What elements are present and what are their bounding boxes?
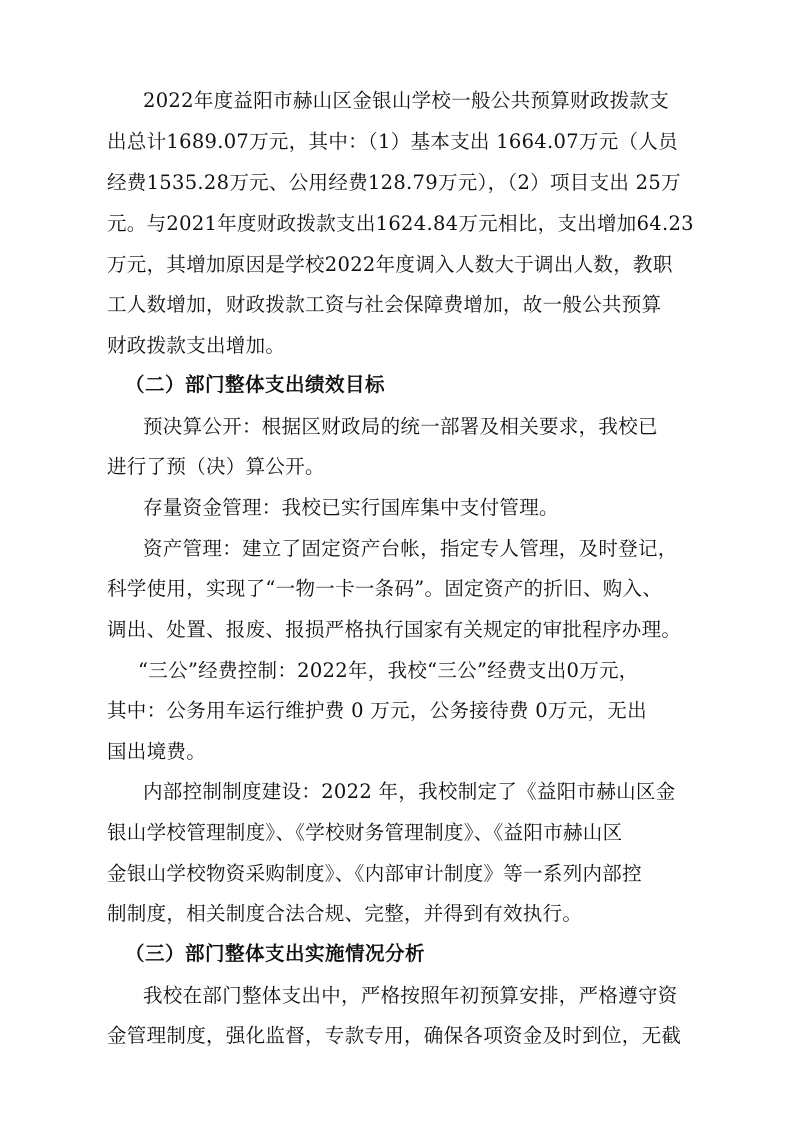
para5-line-2: 其中：公务用车运行维护费 0 万元，公务接待费 0万元，无出 <box>107 699 647 722</box>
para5-line-1: “三公”经费控制：2022年，我校“三公”经费支出0万元， <box>138 659 639 682</box>
para4-line-2: 科学使用，实现了“一物一卡一条码”。固定资产的折旧、购入、 <box>107 577 663 600</box>
para7-line-1: 我校在部门整体支出中，严格按照年初预算安排，严格遵守资 <box>143 984 678 1007</box>
section-heading-2: （二）部门整体支出绩效目标 <box>125 373 386 396</box>
para1-line-2: 出总计1689.07万元，其中：（1）基本支出 1664.07万元（人员 <box>107 130 678 153</box>
para4-line-3: 调出、处置、报废、报损严格执行国家有关规定的审批程序办理。 <box>107 618 682 641</box>
para2-line-1: 预决算公开：根据区财政局的统一部署及相关要求，我校已 <box>143 415 658 438</box>
para4-line-1: 资产管理：建立了固定资产台帐，指定专人管理，及时登记， <box>143 537 678 560</box>
para6-line-2: 银山学校管理制度》、《学校财务管理制度》、《益阳市赫山区 <box>107 821 623 844</box>
para2-line-2: 进行了预（决）算公开。 <box>107 455 325 478</box>
para1-line-3: 经费1535.28万元、公用经费128.79万元），（2）项目支出 25万 <box>107 171 681 194</box>
para6-line-3: 金银山学校物资采购制度》、《内部审计制度》等一系列内部控 <box>107 862 642 885</box>
para1-line-4: 元。与2021年度财政拨款支出1624.84万元相比，支出增加64.23 <box>107 212 694 235</box>
para5-line-3: 国出境费。 <box>107 740 207 763</box>
para1-line-5: 万元，其增加原因是学校2022年度调入人数大于调出人数，教职 <box>107 253 673 276</box>
para6-line-1: 内部控制制度建设：2022 年，我校制定了《益阳市赫山区金 <box>143 780 676 803</box>
para6-line-4: 制制度，相关制度合法合规、完整，并得到有效执行。 <box>107 902 583 925</box>
para1-line-7: 财政拨款支出增加。 <box>107 334 286 357</box>
para7-line-2: 金管理制度，强化监督，专款专用，确保各项资金及时到位，无截 <box>107 1024 682 1047</box>
section-heading-3: （三）部门整体支出实施情况分析 <box>125 942 426 965</box>
para1-line-1: 2022年度益阳市赫山区金银山学校一般公共预算财政拨款支 <box>143 89 670 112</box>
para3-line-1: 存量资金管理：我校已实行国库集中支付管理。 <box>143 496 559 519</box>
para1-line-6: 工人数增加，财政拨款工资与社会保障费增加，故一般公共预算 <box>107 293 662 316</box>
